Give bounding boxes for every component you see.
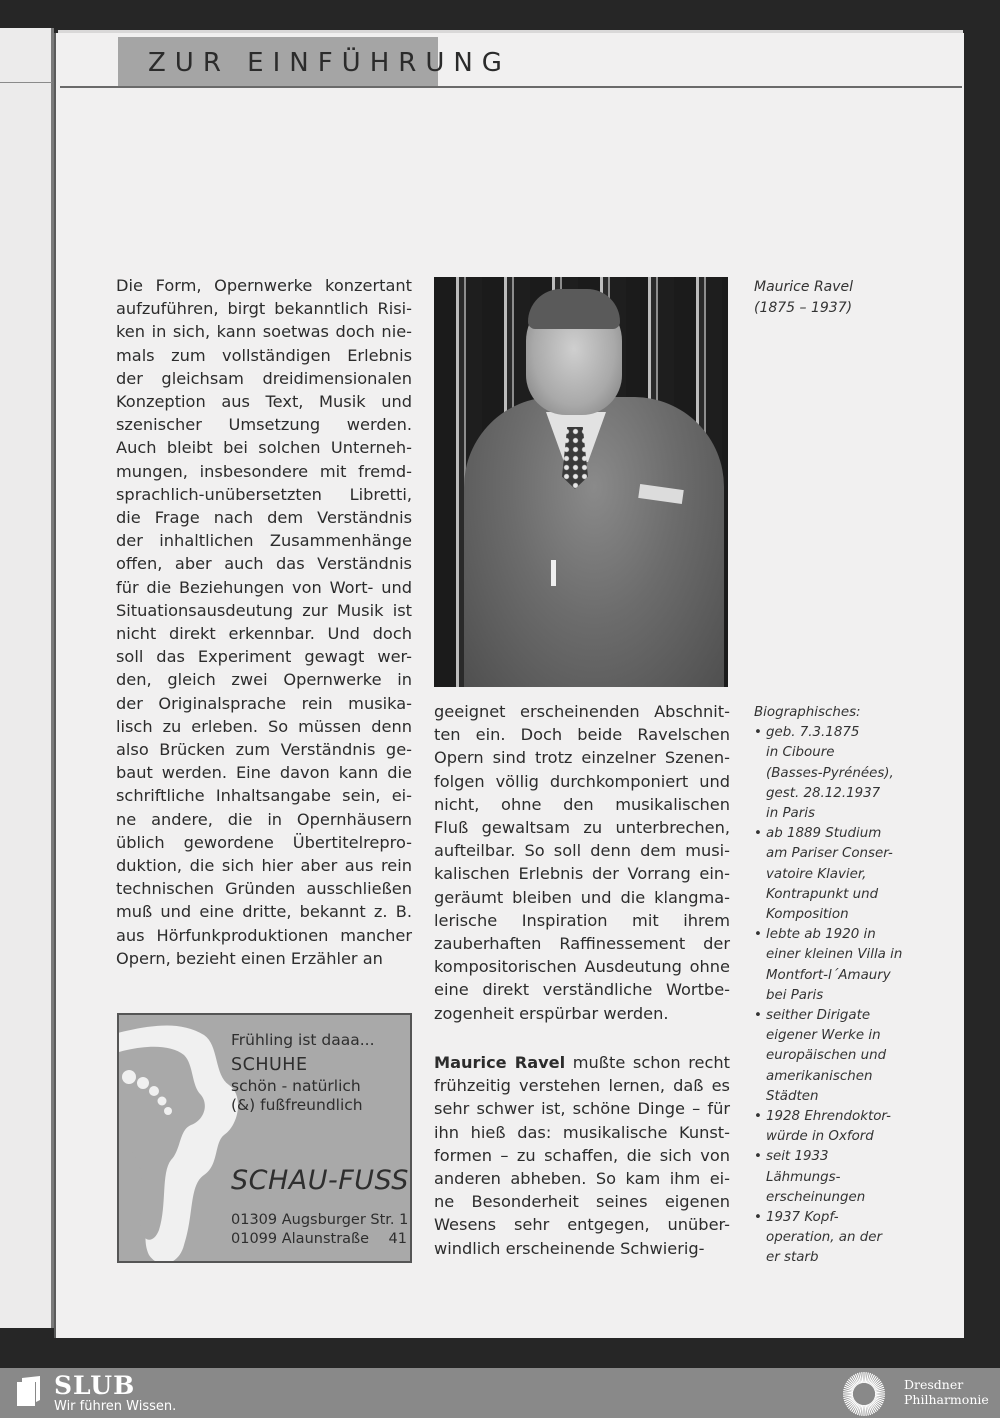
ad-address-1: 01309 Augsburger Str. 1: [231, 1212, 409, 1228]
bio-item: [754, 1006, 914, 1107]
text-line: Fluß gewaltsam zu unterbrechen,: [434, 818, 730, 838]
text-line: geeignet erscheinenden Abschnit-: [434, 702, 730, 721]
bullet-icon: •: [754, 1210, 762, 1226]
text-line: geräumt bleiben und die klangma-: [434, 887, 730, 907]
text-line: formen – zu schaffen, die sich von: [434, 1145, 730, 1165]
header-rule: [60, 86, 962, 88]
text-line: ne andere, die in Opernhäusern: [116, 809, 412, 829]
bio-line: seit 1933: [766, 1149, 829, 1165]
text-line: muß und eine dritte, bekannt z. B.: [116, 902, 412, 922]
text-line: für die Beziehungen von Wort- und: [116, 577, 412, 597]
text-line: nicht, ohne den musikalischen: [434, 794, 730, 814]
bio-item: [754, 1147, 914, 1208]
text-line: sprachlich-unübersetzten Libretti,: [116, 484, 412, 504]
photo-cigarette: [551, 560, 556, 586]
photo-hair: [528, 289, 620, 329]
middle-text-column-bottom: [434, 1051, 730, 1260]
text-line: der Originalsprache rein musika-: [116, 693, 412, 713]
text-line: Wesens sehr entgegen, unüber-: [434, 1215, 730, 1235]
bio-line: eigener Werke in: [766, 1028, 881, 1044]
text-line: eine direkt verständliche Wortbe-: [434, 980, 730, 1000]
bio-line: einer kleinen Villa in: [766, 947, 903, 963]
text-line: ken in sich, kann soetwas doch nie-: [116, 322, 412, 342]
bio-line: seither Dirigate: [766, 1008, 871, 1024]
ad-product: SCHUHE: [231, 1055, 308, 1075]
photo-caption: [754, 277, 853, 319]
text-line: zogenheit erspürbar werden.: [434, 1003, 669, 1023]
text-line: lisch zu erleben. So müssen denn: [116, 716, 412, 736]
text-line: der inhaltlichen Zusammenhänge: [116, 531, 412, 551]
bio-line: in Paris: [766, 806, 815, 822]
slub-logo-tagline: Wir führen Wissen.: [54, 1399, 177, 1414]
schau-fuss-advertisement: [117, 1013, 412, 1263]
bio-item: [754, 1208, 914, 1269]
slub-logo-name[interactable]: SLUB: [54, 1371, 136, 1400]
text-line: der gleichsam dreidimensionalen: [116, 368, 412, 388]
bio-line: Lähmungs-: [766, 1169, 841, 1185]
text-line: Konzeption aus Text, Musik und: [116, 392, 412, 412]
text-line: frühzeitig verstehen lernen, daß es: [434, 1076, 730, 1096]
bio-line: erscheinungen: [766, 1189, 866, 1205]
bullet-icon: •: [754, 725, 762, 741]
text-line: aus Hörfunkproduktionen mancher: [116, 925, 412, 945]
bio-line: Kontrapunkt und: [766, 886, 879, 902]
text-line: aufteilbar. So soll denn dem musi-: [434, 841, 730, 861]
text-line: lerische Inspiration mit ihrem: [434, 910, 730, 930]
text-line: sehr schwer ist, schöne Dinge – für: [434, 1099, 730, 1119]
text-line: Auch bleibt bei solchen Unterneh-: [116, 438, 412, 458]
ad-addresses: [231, 1211, 407, 1249]
text-line: mungen, insbesondere mit fremd-: [116, 461, 412, 481]
text-line: baut werden. Eine davon kann die: [116, 763, 412, 783]
bio-line: lebte ab 1920 in: [766, 927, 876, 943]
text-line: anderen abheben. So kam ihm ei-: [434, 1169, 730, 1189]
bio-line: Montfort-l´Amaury: [766, 967, 891, 983]
caption-name: Maurice Ravel: [754, 279, 854, 295]
bio-line: 1928 Ehrendoktor-: [766, 1109, 892, 1125]
text-line: kompositorischen Ausdeutung ohne: [434, 957, 730, 977]
text-line: szenischer Umsetzung werden.: [116, 415, 412, 435]
text-line: Opern sind trotz einzelner Szenen-: [434, 748, 730, 768]
biography-sidebar: [754, 703, 914, 1269]
text-line: kalischen Erlebnis der Vorrang ein-: [434, 864, 730, 884]
bio-line: europäischen und: [766, 1048, 887, 1064]
bullet-icon: •: [754, 826, 762, 842]
middle-text-column-top: [434, 700, 730, 1025]
text-line: mals zum vollständigen Erlebnis: [116, 345, 412, 365]
text-line: schriftliche Inhaltsangabe sein, ei-: [116, 786, 412, 806]
text-line: nicht direkt erkennbar. Und doch: [116, 624, 412, 644]
dresdner-philharmonie-sunburst-icon[interactable]: [842, 1371, 886, 1417]
bio-line: ab 1889 Studium: [766, 826, 882, 842]
text-line: Situationsausdeutung zur Musik ist: [116, 600, 412, 620]
bio-line: bei Paris: [766, 987, 824, 1003]
bio-item: [754, 723, 914, 824]
text-line: duktion, die sich hier aber aus rein: [116, 856, 412, 876]
bio-heading: Biographisches:: [754, 705, 861, 720]
slub-book-icon[interactable]: [14, 1376, 44, 1408]
text-line: also Brücken zum Verständnis ge-: [116, 740, 412, 760]
previous-page-rule: [0, 82, 52, 83]
bio-item: [754, 1107, 914, 1147]
bio-line: geb. 7.3.1875: [766, 725, 860, 741]
text-line: aufzuführen, birgt bekanntlich Risi-: [116, 299, 412, 319]
ad-address-2: 01099 Alaunstraße 41: [231, 1231, 407, 1247]
bio-line: 1937 Kopf-: [766, 1210, 839, 1226]
ad-brand: SCHAU-FUSS: [231, 1165, 409, 1196]
bio-line: würde in Oxford: [766, 1129, 874, 1145]
bio-line: am Pariser Conser-: [766, 846, 893, 862]
text-line: Maurice Ravel mußte schon recht: [434, 1053, 730, 1072]
text-line: die Frage nach dem Verständnis: [116, 508, 412, 528]
bio-line: in Ciboure: [766, 745, 835, 761]
section-title: ZUR EINFÜHRUNG: [148, 48, 511, 78]
text-line: ihn hieß das: musikalische Kunst-: [434, 1122, 730, 1142]
bio-item: [754, 925, 914, 1006]
ad-line1: schön - natürlich: [231, 1077, 361, 1095]
text-line: Die Form, Opernwerke konzertant: [116, 276, 412, 295]
ad-tagline: Frühling ist daaa...: [231, 1031, 375, 1049]
text-line: Opern, bezieht einen Erzähler an: [116, 948, 383, 968]
ravel-portrait-photo: [434, 277, 728, 687]
bullet-icon: •: [754, 1008, 762, 1024]
text-line: technischen Gründen ausschließen: [116, 879, 412, 899]
text-line: folgen völlig durchkomponiert und: [434, 771, 730, 791]
text-line: den, gleich zwei Opernwerke in: [116, 670, 412, 690]
bio-line: gest. 28.12.1937: [766, 785, 881, 801]
previous-page-edge: [0, 28, 54, 1328]
bio-line: er starb: [766, 1250, 819, 1266]
text-line: ten ein. Doch beide Ravelschen: [434, 725, 730, 745]
text-line: zauberhaften Raffinessement der: [434, 934, 730, 954]
bold-lead: Maurice Ravel: [434, 1053, 566, 1072]
bio-line: amerikanischen: [766, 1068, 873, 1084]
left-text-column: [116, 274, 412, 970]
caption-years: (1875 – 1937): [754, 300, 853, 316]
bio-item: [754, 824, 914, 925]
bio-line: Städten: [766, 1088, 819, 1104]
text-line: üblich gewordene Übertitelrepro-: [116, 832, 412, 852]
bullet-icon: •: [754, 1149, 762, 1165]
bullet-icon: •: [754, 1109, 762, 1125]
text-line: offen, aber auch das Verständnis: [116, 554, 412, 574]
footer-bar: [0, 1368, 1000, 1418]
ad-line2: (&) fußfreundlich: [231, 1096, 363, 1114]
bio-line: operation, an der: [766, 1230, 882, 1246]
bio-line: Komposition: [766, 907, 849, 923]
text-line: ne Besonderheit seines eigenen: [434, 1192, 730, 1212]
bio-line: vatoire Klavier,: [766, 866, 867, 882]
bio-line: (Basses-Pyrénées),: [766, 765, 894, 781]
text-line: soll das Experiment gewagt wer-: [116, 647, 412, 667]
text-line: windlich erscheinende Schwierig-: [434, 1238, 705, 1258]
dresdner-philharmonie-logo-text[interactable]: Dresdner Philharmonie: [904, 1377, 989, 1407]
bullet-icon: •: [754, 927, 762, 943]
